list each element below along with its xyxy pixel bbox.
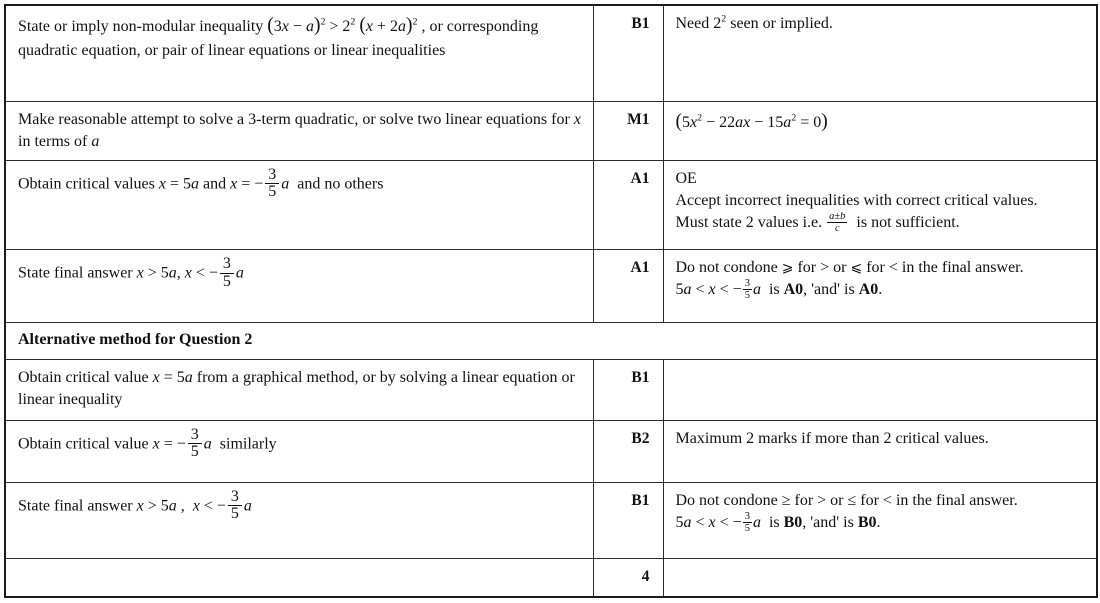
- total-marks-cell: 4: [593, 559, 663, 597]
- guidance-cell: $(5x^2 - 22ax - 15a^2 = 0)$: [663, 101, 1097, 160]
- table-row: [5, 250, 1097, 322]
- mark-code-cell: A1: [593, 161, 663, 250]
- mark-code-cell: A1: [593, 250, 663, 322]
- table-row: [5, 420, 1097, 482]
- answer-description-cell: State final answer x > 5a, x < − $\frac{3}{5}$ a: [5, 250, 593, 322]
- guidance-cell: Need $2^2$ seen or implied.: [663, 5, 1097, 101]
- table-row: [5, 322, 1097, 359]
- table-row: [5, 359, 1097, 420]
- answer-description-cell: State or imply non-modular inequality $(3x - a)^2 > 2^2$ $(x + 2a)^2$ , or corresponding quadratic equation, or pair of linear equations or linear inequalities: [5, 5, 593, 101]
- answer-description-cell: Obtain critical value x = 5a from a graphical method, or by solving a linear equation or linear inequality: [5, 359, 593, 420]
- table-row: [5, 101, 1097, 160]
- answer-description-cell: State final answer x > 5a , x < − $\frac{3}{5}$ a: [5, 483, 593, 559]
- answer-description-cell: Obtain critical value x = − $\frac{3}{5}$ a similarly: [5, 420, 593, 482]
- table-row: [5, 5, 1097, 101]
- guidance-cell: OE Accept incorrect inequalities with correct critical values. Must state 2 values i.e. $\frac{a\pm b}{c}$ is not sufficient.: [663, 161, 1097, 250]
- answer-description-cell: Obtain critical values x = 5a and x = − $\frac{3}{5}$ a and no others: [5, 161, 593, 250]
- mark-scheme-table: [4, 4, 1096, 598]
- mark-code-cell: B2: [593, 420, 663, 482]
- mark-code-cell: B1: [593, 5, 663, 101]
- table-row: [5, 559, 1097, 597]
- guidance-cell: [663, 559, 1097, 597]
- answer-description-cell: [5, 559, 593, 597]
- guidance-cell: Maximum 2 marks if more than 2 critical values.: [663, 420, 1097, 482]
- table-row: [5, 161, 1097, 250]
- guidance-cell: Do not condone ⩾ for > or ⩽ for < in the final answer. 5a < x < − $\frac{3}{5}$ a is A0, 'and' is A0.: [663, 250, 1097, 322]
- table-row: [5, 483, 1097, 559]
- marking-grid: [4, 4, 1098, 598]
- answer-description-cell: Make reasonable attempt to solve a 3-term quadratic, or solve two linear equations for x in terms of a: [5, 101, 593, 160]
- mark-code-cell: M1: [593, 101, 663, 160]
- mark-code-cell: B1: [593, 483, 663, 559]
- alt-method-header: Alternative method for Question 2: [5, 322, 1097, 359]
- guidance-cell: [663, 359, 1097, 420]
- mark-code-cell: B1: [593, 359, 663, 420]
- guidance-cell: Do not condone ≥ for > or ≤ for < in the final answer. 5a < x < − $\frac{3}{5}$ a is B0, 'and' is B0.: [663, 483, 1097, 559]
